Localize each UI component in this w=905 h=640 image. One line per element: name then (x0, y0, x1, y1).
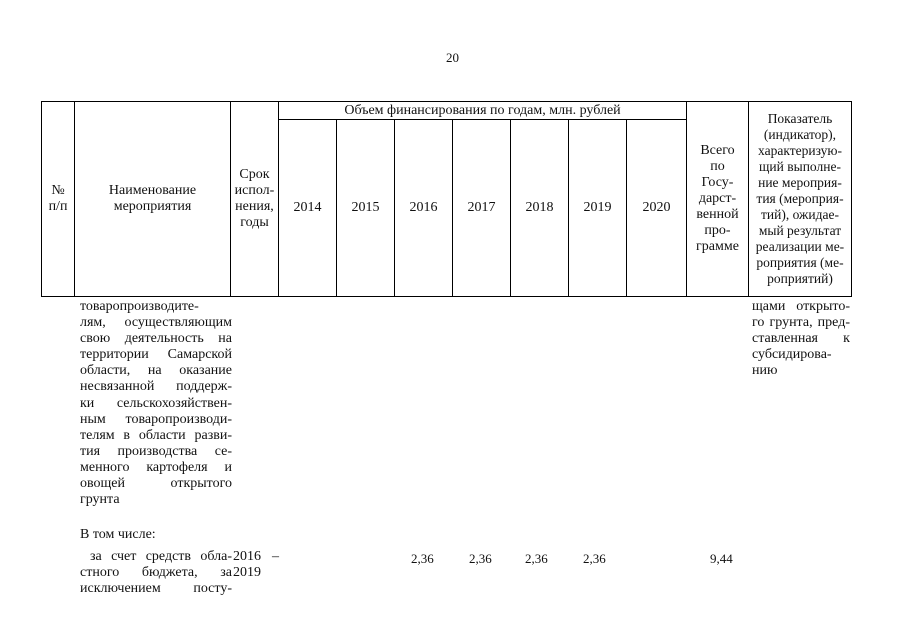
name-line: ным товаропроизводи- (80, 411, 232, 427)
funding-name-line: за счет средств обла- (90, 549, 232, 564)
name-line: грунта (80, 492, 120, 508)
name-line: товаропроизводите- (80, 299, 199, 314)
funding-value-2018: 2,36 (525, 551, 548, 566)
name-line: телям в области разви- (80, 427, 232, 443)
name-line: овощей открытого (80, 476, 232, 492)
header-year: 2017 (467, 200, 496, 215)
header-year: 2018 (525, 200, 554, 215)
name-line: территории Самарской (80, 347, 232, 363)
funding-value-2017: 2,36 (469, 551, 492, 566)
subheading: В том числе: (80, 527, 156, 542)
funding-name-line: стного бюджета, за (80, 565, 232, 581)
indicator-line: щами открыто- (752, 299, 850, 314)
header-year: 2020 (642, 200, 671, 215)
page-number: 20 (446, 50, 459, 65)
col-border (851, 101, 852, 297)
name-line: свою деятельность на (80, 331, 232, 347)
name-line: ки сельскохозяйствен- (80, 395, 232, 411)
header-year: 2015 (351, 200, 380, 215)
name-line: лям, осуществляющим (80, 315, 232, 331)
header-name: Наименование мероприятия (108, 183, 197, 214)
indicator-line: ставленная к (752, 331, 850, 347)
funding-value-2019: 2,36 (583, 551, 606, 566)
header-num: № п/п (48, 183, 68, 214)
name-line: несвязанной поддерж- (80, 379, 232, 395)
funding-row-name (80, 549, 232, 597)
indicator-line: субсидирова- (752, 347, 832, 363)
header-year: 2019 (583, 200, 612, 215)
funding-name-line: исключением посту- (80, 581, 232, 597)
header-year: 2014 (293, 200, 322, 215)
funding-row-term: 2016 – 2019 (233, 549, 279, 581)
measure-name-text (80, 299, 232, 508)
header-bottom-border (41, 296, 852, 297)
header-total: Всего по Госу-дарст-венной про-грамме (696, 143, 739, 254)
header-year: 2016 (409, 200, 438, 215)
header-finance-title: Объем финансирования по годам, млн. рублей (344, 103, 621, 118)
indicator-line: го грунта, пред- (752, 315, 850, 331)
header-indicator: Показатель (индикатор), характеризую-щий выполне-ние мероприя-тия (мероприя-тий), ожидае-мый результат реализации ме-роприятия (ме-роприятий) (755, 111, 845, 286)
indicator-text (752, 299, 850, 379)
funding-total: 9,44 (710, 551, 733, 566)
name-line: менного картофеля и (80, 459, 232, 475)
table-header (41, 101, 852, 297)
name-line: тия производства се- (80, 443, 232, 459)
name-line: области, на оказание (80, 363, 232, 379)
funding-value-2016: 2,36 (411, 551, 434, 566)
indicator-line: нию (752, 363, 778, 379)
header-term: Срок испол-нения, годы (234, 167, 275, 230)
